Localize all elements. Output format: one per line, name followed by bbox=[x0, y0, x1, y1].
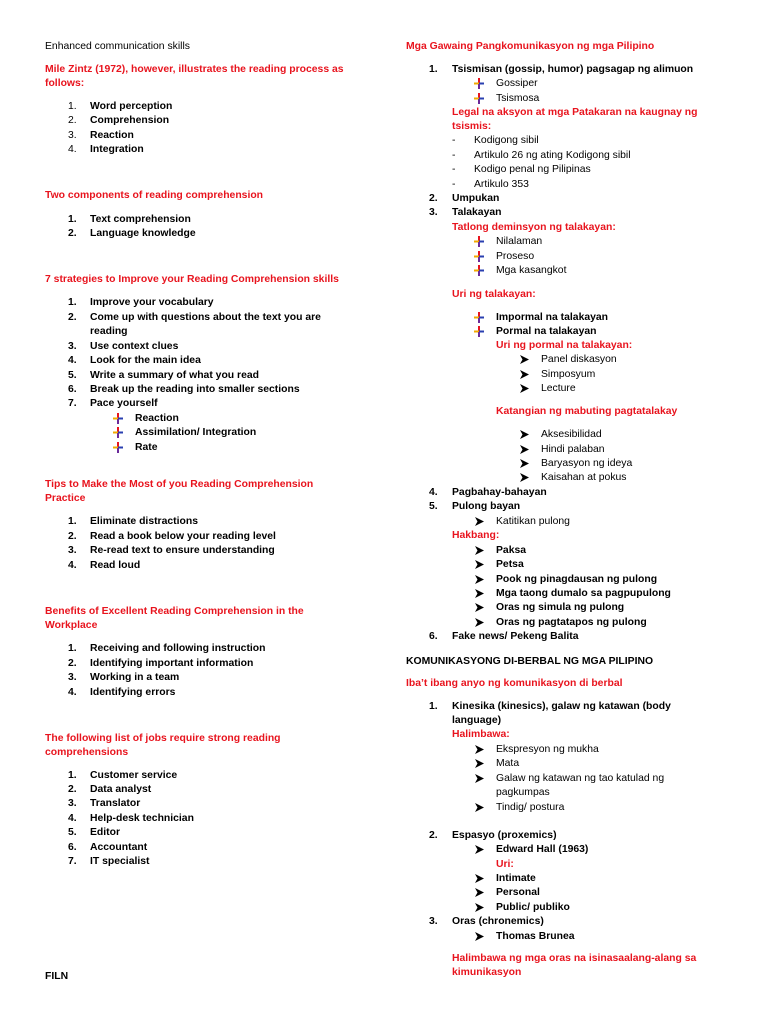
arrow-bullet-icon bbox=[519, 428, 530, 441]
list-number: 6. bbox=[429, 631, 438, 642]
legal-item: Artikulo 353 bbox=[474, 179, 529, 190]
sub-sub-item: Aksesibilidad bbox=[541, 429, 602, 440]
halimbawa2-heading-cont: kimunikasyon bbox=[452, 967, 522, 978]
benefits-heading: Benefits of Excellent Reading Comprehension in the bbox=[45, 606, 304, 617]
sub-item: Tsismosa bbox=[496, 93, 540, 104]
list-number: 1. bbox=[68, 214, 77, 225]
four-point-bullet-icon bbox=[473, 325, 485, 338]
list-item: Look for the main idea bbox=[90, 355, 201, 366]
arrow-bullet-icon bbox=[474, 544, 485, 557]
list-item: Word perception bbox=[90, 101, 173, 112]
list-item: Use context clues bbox=[90, 341, 179, 352]
benefits-heading-cont: Workplace bbox=[45, 620, 98, 631]
ibat-heading: Iba’t ibang anyo ng komunikasyon di berbal bbox=[406, 678, 623, 689]
sub-sub-item: Baryasyon ng ideya bbox=[541, 458, 633, 469]
list-number: 5. bbox=[68, 827, 77, 838]
dash-bullet: - bbox=[452, 164, 456, 175]
list-number: 4. bbox=[68, 813, 77, 824]
four-point-bullet-icon bbox=[473, 235, 485, 248]
legal-item: Kodigong sibil bbox=[474, 135, 539, 146]
halimbawa2-heading: Halimbawa ng mga oras na isinasaalang-alang sa bbox=[452, 953, 697, 964]
four-point-bullet-icon bbox=[473, 311, 485, 324]
list-number: 3. bbox=[68, 545, 77, 556]
arrow-bullet-icon bbox=[519, 382, 530, 395]
sub-item: Pormal na talakayan bbox=[496, 326, 597, 337]
arrow-bullet-icon bbox=[474, 886, 485, 899]
list-number: 1. bbox=[68, 297, 77, 308]
sub-item: Galaw ng katawan ng tao katulad ng bbox=[496, 773, 665, 784]
list-item: Fake news/ Pekeng Balita bbox=[452, 631, 579, 642]
list-item: Working in a team bbox=[90, 672, 180, 683]
sub-item: Mga taong dumalo sa pagpupulong bbox=[496, 588, 671, 599]
sub-item: Petsa bbox=[496, 559, 524, 570]
four-point-bullet-icon bbox=[473, 77, 485, 90]
list-number: 7. bbox=[68, 856, 77, 867]
list-number: 1. bbox=[68, 101, 77, 112]
arrow-bullet-icon bbox=[474, 930, 485, 943]
list-item: Eliminate distractions bbox=[90, 516, 198, 527]
sub-item: Mata bbox=[496, 758, 520, 769]
sub-item: Intimate bbox=[496, 873, 536, 884]
sub-item: Personal bbox=[496, 887, 540, 898]
sub-item: Edward Hall (1963) bbox=[496, 844, 589, 855]
list-item: Receiving and following instruction bbox=[90, 643, 266, 654]
list-number: 3. bbox=[429, 916, 438, 927]
list-number: 1. bbox=[429, 64, 438, 75]
arrow-bullet-icon bbox=[519, 353, 530, 366]
list-number: 3. bbox=[68, 130, 77, 141]
sub-item: Proseso bbox=[496, 251, 535, 262]
components-heading: Two components of reading comprehension bbox=[45, 190, 264, 201]
uri-heading: Uri ng talakayan: bbox=[452, 289, 536, 300]
list-number: 4. bbox=[68, 355, 77, 366]
arrow-bullet-icon bbox=[519, 457, 530, 470]
legal-heading-cont: tsismis: bbox=[452, 121, 492, 132]
arrow-bullet-icon bbox=[474, 901, 485, 914]
dash-bullet: - bbox=[452, 150, 456, 161]
list-item: Re-read text to ensure understanding bbox=[90, 545, 275, 556]
list-item: Comprehension bbox=[90, 115, 170, 126]
sub-item: Nilalaman bbox=[496, 236, 543, 247]
list-item: Kinesika (kinesics), galaw ng katawan (body bbox=[452, 701, 671, 712]
list-number: 3. bbox=[429, 207, 438, 218]
list-number: 4. bbox=[429, 487, 438, 498]
list-item: Break up the reading into smaller sections bbox=[90, 384, 300, 395]
arrow-bullet-icon bbox=[474, 515, 485, 528]
list-item: Improve your vocabulary bbox=[90, 297, 214, 308]
list-number: 5. bbox=[429, 501, 438, 512]
jobs-heading-cont: comprehensions bbox=[45, 747, 129, 758]
arrow-bullet-icon bbox=[474, 743, 485, 756]
page-footer: FILN bbox=[45, 971, 69, 982]
list-item: Help-desk technician bbox=[90, 813, 194, 824]
list-number: 3. bbox=[68, 798, 77, 809]
uri2-heading: Uri: bbox=[496, 859, 514, 870]
arrow-bullet-icon bbox=[474, 801, 485, 814]
legal-heading: Legal na aksyon at mga Patakaran na kaugnay ng bbox=[452, 107, 698, 118]
sub-sub-item: Lecture bbox=[541, 383, 576, 394]
list-number: 2. bbox=[68, 784, 77, 795]
list-item: Pace yourself bbox=[90, 398, 158, 409]
list-item-cont: reading bbox=[90, 326, 128, 337]
arrow-bullet-icon bbox=[474, 616, 485, 629]
sub-sub-item: Panel diskasyon bbox=[541, 354, 617, 365]
sub-sub-item: Simposyum bbox=[541, 369, 596, 380]
list-item: Reaction bbox=[90, 130, 134, 141]
dash-bullet: - bbox=[452, 135, 456, 146]
sub-sub-item: Kaisahan at pokus bbox=[541, 472, 627, 483]
four-point-bullet-icon bbox=[473, 264, 485, 277]
four-point-bullet-icon bbox=[112, 426, 124, 439]
list-item: Text comprehension bbox=[90, 214, 191, 225]
diberbal-title: KOMUNIKASYONG DI-BERBAL NG MGA PILIPINO bbox=[406, 656, 654, 667]
list-number: 4. bbox=[68, 560, 77, 571]
list-number: 2. bbox=[68, 115, 77, 126]
list-item: Data analyst bbox=[90, 784, 152, 795]
katangian-heading: Katangian ng mabuting pagtatalakay bbox=[496, 406, 678, 417]
sub-item: Paksa bbox=[496, 545, 527, 556]
list-item: Accountant bbox=[90, 842, 148, 853]
list-item: Editor bbox=[90, 827, 121, 838]
list-item: Espasyo (proxemics) bbox=[452, 830, 557, 841]
four-point-bullet-icon bbox=[473, 250, 485, 263]
sub-item: Oras ng simula ng pulong bbox=[496, 602, 625, 613]
sub-item: Ekspresyon ng mukha bbox=[496, 744, 599, 755]
sub-item: Mga kasangkot bbox=[496, 265, 567, 276]
sub-item: Tindig/ postura bbox=[496, 802, 565, 813]
arrow-bullet-icon bbox=[474, 757, 485, 770]
list-item: Write a summary of what you read bbox=[90, 370, 259, 381]
list-number: 4. bbox=[68, 687, 77, 698]
page-heading: Enhanced communication skills bbox=[45, 41, 190, 52]
section-heading: Mga Gawaing Pangkomunikasyon ng mga Pilipino bbox=[406, 41, 655, 52]
sub-item: Rate bbox=[135, 442, 158, 453]
list-item: Pulong bayan bbox=[452, 501, 521, 512]
sub-sub-item: Hindi palaban bbox=[541, 444, 605, 455]
arrow-bullet-icon bbox=[474, 772, 485, 785]
list-item: Customer service bbox=[90, 770, 178, 781]
list-number: 2. bbox=[68, 312, 77, 323]
dash-bullet: - bbox=[452, 179, 456, 190]
four-point-bullet-icon bbox=[112, 441, 124, 454]
strategies-heading: 7 strategies to Improve your Reading Comprehension skills bbox=[45, 274, 339, 285]
sub-item: Pook ng pinagdausan ng pulong bbox=[496, 574, 658, 585]
list-item: IT specialist bbox=[90, 856, 150, 867]
sub-item: Assimilation/ Integration bbox=[135, 427, 257, 438]
list-item: Identifying errors bbox=[90, 687, 176, 698]
list-number: 2. bbox=[429, 830, 438, 841]
list-item-cont: language) bbox=[452, 715, 502, 726]
list-number: 2. bbox=[68, 228, 77, 239]
tips-heading-cont: Practice bbox=[45, 493, 86, 504]
list-item: Oras (chronemics) bbox=[452, 916, 544, 927]
arrow-bullet-icon bbox=[519, 368, 530, 381]
list-number: 1. bbox=[429, 701, 438, 712]
list-item: Identifying important information bbox=[90, 658, 254, 669]
list-item: Integration bbox=[90, 144, 144, 155]
sub-item: Public/ publiko bbox=[496, 902, 570, 913]
arrow-bullet-icon bbox=[474, 872, 485, 885]
arrow-bullet-icon bbox=[519, 471, 530, 484]
list-number: 2. bbox=[68, 531, 77, 542]
four-point-bullet-icon bbox=[112, 412, 124, 425]
arrow-bullet-icon bbox=[474, 601, 485, 614]
list-item: Come up with questions about the text you are bbox=[90, 312, 321, 323]
legal-item: Kodigo penal ng Pilipinas bbox=[474, 164, 591, 175]
zintz-heading: Mile Zintz (1972), however, illustrates the reading process as bbox=[45, 64, 344, 75]
arrow-bullet-icon bbox=[474, 573, 485, 586]
arrow-bullet-icon bbox=[474, 558, 485, 571]
list-number: 2. bbox=[68, 658, 77, 669]
list-item: Language knowledge bbox=[90, 228, 196, 239]
list-number: 5. bbox=[68, 370, 77, 381]
arrow-bullet-icon bbox=[519, 443, 530, 456]
hakbang-heading: Hakbang: bbox=[452, 530, 500, 541]
arrow-bullet-icon bbox=[474, 587, 485, 600]
zintz-heading-cont: follows: bbox=[45, 78, 85, 89]
sub-item: Gossiper bbox=[496, 78, 538, 89]
list-item: Talakayan bbox=[452, 207, 502, 218]
list-number: 1. bbox=[68, 770, 77, 781]
list-number: 3. bbox=[68, 672, 77, 683]
list-item: Read loud bbox=[90, 560, 141, 571]
list-number: 7. bbox=[68, 398, 77, 409]
list-number: 4. bbox=[68, 144, 77, 155]
halimbawa-heading: Halimbawa: bbox=[452, 729, 510, 740]
legal-item: Artikulo 26 ng ating Kodigong sibil bbox=[474, 150, 631, 161]
sub-item: Katitikan pulong bbox=[496, 516, 570, 527]
list-number: 1. bbox=[68, 516, 77, 527]
list-item: Umpukan bbox=[452, 193, 500, 204]
list-item: Translator bbox=[90, 798, 141, 809]
list-number: 2. bbox=[429, 193, 438, 204]
list-item: Tsismisan (gossip, humor) pagsagap ng alimuon bbox=[452, 64, 694, 75]
list-number: 3. bbox=[68, 341, 77, 352]
sub-item-cont: pagkumpas bbox=[496, 787, 550, 798]
sub-item: Impormal na talakayan bbox=[496, 312, 609, 323]
tatlong-heading: Tatlong deminsyon ng talakayan: bbox=[452, 222, 616, 233]
list-number: 6. bbox=[68, 384, 77, 395]
sub-item: Reaction bbox=[135, 413, 179, 424]
list-number: 6. bbox=[68, 842, 77, 853]
sub-item: Thomas Brunea bbox=[496, 931, 575, 942]
sub-item: Oras ng pagtatapos ng pulong bbox=[496, 617, 647, 628]
four-point-bullet-icon bbox=[473, 92, 485, 105]
list-item: Pagbahay-bahayan bbox=[452, 487, 547, 498]
uri-pormal-heading: Uri ng pormal na talakayan: bbox=[496, 340, 633, 351]
list-number: 1. bbox=[68, 643, 77, 654]
tips-heading: Tips to Make the Most of you Reading Comprehension bbox=[45, 479, 314, 490]
list-item: Read a book below your reading level bbox=[90, 531, 276, 542]
arrow-bullet-icon bbox=[474, 843, 485, 856]
jobs-heading: The following list of jobs require strong reading bbox=[45, 733, 281, 744]
